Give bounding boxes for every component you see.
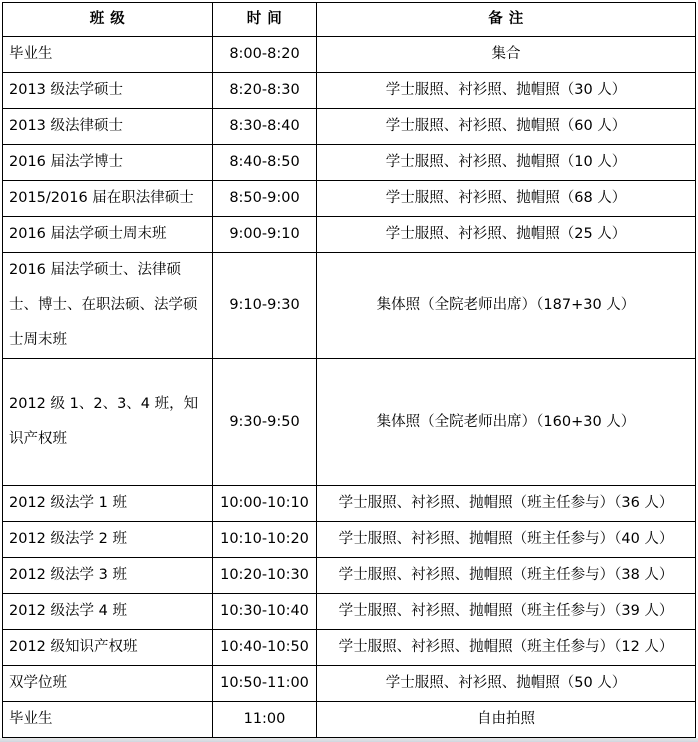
table-row (3, 558, 696, 594)
class-cell: 2013 级法学硕士 (3, 73, 213, 109)
time-cell: 10:00-10:10 (213, 486, 317, 522)
table-row (3, 73, 696, 109)
time-cell: 10:30-10:40 (213, 594, 317, 630)
class-cell: 2012 级法学 3 班 (3, 558, 213, 594)
note-cell: 集体照（全院老师出席）（160+30 人） (317, 359, 696, 486)
table-row (3, 359, 696, 486)
header-class: 班 级 (3, 3, 213, 37)
time-cell: 10:40-10:50 (213, 630, 317, 666)
note-cell: 集合 (317, 37, 696, 73)
note-cell: 学士服照、衬衫照、抛帽照（60 人） (317, 109, 696, 145)
class-cell: 2012 级知识产权班 (3, 630, 213, 666)
header-time: 时 间 (213, 3, 317, 37)
header-row (3, 3, 696, 37)
note-cell: 学士服照、衬衫照、抛帽照（25 人） (317, 217, 696, 253)
time-cell: 11:00 (213, 702, 317, 738)
note-cell: 学士服照、衬衫照、抛帽照（班主任参与）（38 人） (317, 558, 696, 594)
class-cell: 2016 届法学硕士、法律硕士、博士、在职法硕、法学硕士周末班 (3, 253, 213, 359)
time-cell: 8:30-8:40 (213, 109, 317, 145)
schedule-table (2, 2, 696, 738)
table-row (3, 181, 696, 217)
header-note: 备 注 (317, 3, 696, 37)
class-cell: 2012 级 1、2、3、4 班，知识产权班 (3, 359, 213, 486)
time-cell: 8:40-8:50 (213, 145, 317, 181)
time-cell: 10:50-11:00 (213, 666, 317, 702)
note-cell: 学士服照、衬衫照、抛帽照（50 人） (317, 666, 696, 702)
class-cell: 2012 级法学 1 班 (3, 486, 213, 522)
time-cell: 10:20-10:30 (213, 558, 317, 594)
time-cell: 10:10-10:20 (213, 522, 317, 558)
class-cell: 2012 级法学 4 班 (3, 594, 213, 630)
class-cell: 2012 级法学 2 班 (3, 522, 213, 558)
table-row (3, 594, 696, 630)
time-cell: 8:20-8:30 (213, 73, 317, 109)
table-row (3, 217, 696, 253)
table-row (3, 702, 696, 738)
time-cell: 9:10-9:30 (213, 253, 317, 359)
class-cell: 双学位班 (3, 666, 213, 702)
class-cell: 2015/2016 届在职法律硕士 (3, 181, 213, 217)
class-cell: 2013 级法律硕士 (3, 109, 213, 145)
note-cell: 学士服照、衬衫照、抛帽照（班主任参与）（12 人） (317, 630, 696, 666)
table-row (3, 37, 696, 73)
note-cell: 学士服照、衬衫照、抛帽照（68 人） (317, 181, 696, 217)
table-row (3, 486, 696, 522)
time-cell: 9:00-9:10 (213, 217, 317, 253)
class-cell: 毕业生 (3, 37, 213, 73)
class-cell: 2016 届法学博士 (3, 145, 213, 181)
table-row (3, 522, 696, 558)
time-cell: 8:00-8:20 (213, 37, 317, 73)
table-row (3, 630, 696, 666)
class-cell: 毕业生 (3, 702, 213, 738)
note-cell: 自由拍照 (317, 702, 696, 738)
note-cell: 学士服照、衬衫照、抛帽照（班主任参与）（39 人） (317, 594, 696, 630)
note-cell: 学士服照、衬衫照、抛帽照（10 人） (317, 145, 696, 181)
note-cell: 学士服照、衬衫照、抛帽照（30 人） (317, 73, 696, 109)
note-cell: 学士服照、衬衫照、抛帽照（班主任参与）（36 人） (317, 486, 696, 522)
time-cell: 8:50-9:00 (213, 181, 317, 217)
time-cell: 9:30-9:50 (213, 359, 317, 486)
table-row (3, 253, 696, 359)
class-cell: 2016 届法学硕士周末班 (3, 217, 213, 253)
note-cell: 集体照（全院老师出席）（187+30 人） (317, 253, 696, 359)
table-row (3, 109, 696, 145)
table-row (3, 145, 696, 181)
page-edge-divider (0, 738, 698, 742)
note-cell: 学士服照、衬衫照、抛帽照（班主任参与）（40 人） (317, 522, 696, 558)
table-row (3, 666, 696, 702)
